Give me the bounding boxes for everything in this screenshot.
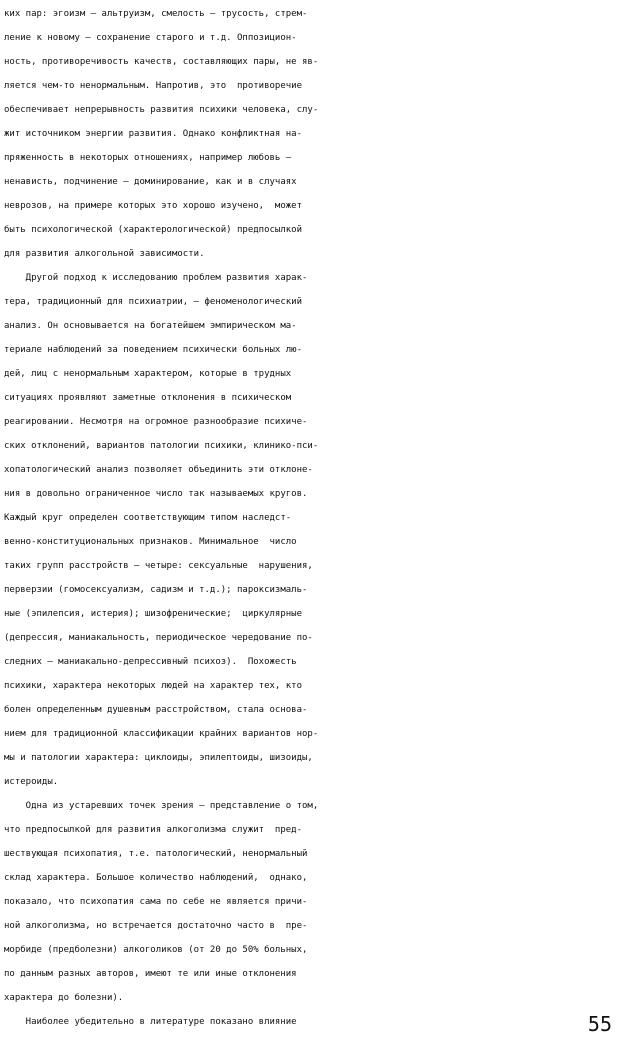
- text-line: показало, что психопатия сама по себе не является причи-: [4, 897, 308, 907]
- text-line: ной алкоголизма, но встречается достаточно часто в пре-: [4, 921, 308, 931]
- page-number: 55: [587, 1012, 612, 1036]
- text-line: ность, противоречивость качеств, составляющих пары, не яв-: [4, 57, 319, 67]
- text-line: Каждый круг определен соответствующим типом наследст-: [4, 513, 292, 523]
- text-line: характера до болезни).: [4, 993, 124, 1003]
- text-line: венно-конституциональных признаков. Минимальное число: [4, 537, 297, 547]
- text-line: мы и патологии характера: циклоиды, эпилептоиды, шизоиды,: [4, 753, 313, 763]
- text-line: анализ. Он основывается на богатейшем эмпирическом ма-: [4, 321, 297, 331]
- text-line: тера, традиционный для психиатрии, – феноменологический: [4, 297, 303, 307]
- text-line: неврозов, на примере которых это хорошо изучено, может: [4, 201, 303, 211]
- text-line: обеспечивает непрерывность развития психики человека, слу-: [4, 105, 319, 115]
- text-line: по данным разных авторов, имеют те или иные отклонения: [4, 969, 297, 979]
- text-line: ких пар: эгоизм – альтруизм, смелость – трусость, стрем-: [4, 9, 308, 19]
- text-line: ненависть, подчинение – доминирование, как и в случаях: [4, 177, 297, 187]
- text-line: реагировании. Несмотря на огромное разнообразие психиче-: [4, 417, 308, 427]
- text-line: быть психологической (характерологической) предпосылкой: [4, 225, 303, 235]
- text-line: психики, характера некоторых людей на характер тех, кто: [4, 681, 303, 691]
- text-line: (депрессия, маниакальность, периодическое чередование по-: [4, 633, 313, 643]
- text-line: что предпосылкой для развития алкоголизма служит пред-: [4, 825, 303, 835]
- text-line: Одна из устаревших точек зрения – представление о том,: [4, 801, 319, 811]
- text-line: склад характера. Большое количество наблюдений, однако,: [4, 873, 308, 883]
- text-line: ских отклонений, вариантов патологии психики, клинико-пси-: [4, 441, 319, 451]
- text-line: ление к новому – сохранение старого и т.д. Оппозицион-: [4, 33, 297, 43]
- text-line: болен определенным душевным расстройством, стала основа-: [4, 705, 308, 715]
- text-line: пряженность в некоторых отношениях, например любовь –: [4, 153, 292, 163]
- text-line: нием для традиционной классификации крайних вариантов нор-: [4, 729, 319, 739]
- body-text: [4, 2, 612, 1034]
- text-line: морбиде (предболезни) алкоголиков (от 20 до 50% больных,: [4, 945, 308, 955]
- text-line: Наиболее убедительно в литературе показано влияние: [4, 1017, 297, 1027]
- text-line: ные (эпилепсия, истерия); шизофренические; циркулярные: [4, 609, 303, 619]
- text-line: Другой подход к исследованию проблем развития харак-: [4, 273, 308, 283]
- text-line: для развития алкогольной зависимости.: [4, 249, 205, 259]
- text-line: таких групп расстройств – четыре: сексуальные нарушения,: [4, 561, 313, 571]
- text-line: перверзии (гомосексуализм, садизм и т.д.); пароксизмаль-: [4, 585, 308, 595]
- text-line: ситуациях проявляют заметные отклонения в психическом: [4, 393, 292, 403]
- text-line: ния в довольно ограниченное число так называемых кругов.: [4, 489, 308, 499]
- text-line: дей, лиц с ненормальным характером, которые в трудных: [4, 369, 292, 379]
- text-line: шествующая психопатия, т.е. патологический, ненормальный: [4, 849, 308, 859]
- text-line: териале наблюдений за поведением психически больных лю-: [4, 345, 303, 355]
- text-line: ляется чем-то ненормальным. Напротив, это противоречие: [4, 81, 303, 91]
- text-line: жит источником энергии развития. Однако конфликтная на-: [4, 129, 303, 139]
- text-line: хопатологический анализ позволяет объединить эти отклоне-: [4, 465, 313, 475]
- text-line: истероиды.: [4, 777, 59, 787]
- text-line: следних – маниакально-депрессивный психоз). Похожесть: [4, 657, 297, 667]
